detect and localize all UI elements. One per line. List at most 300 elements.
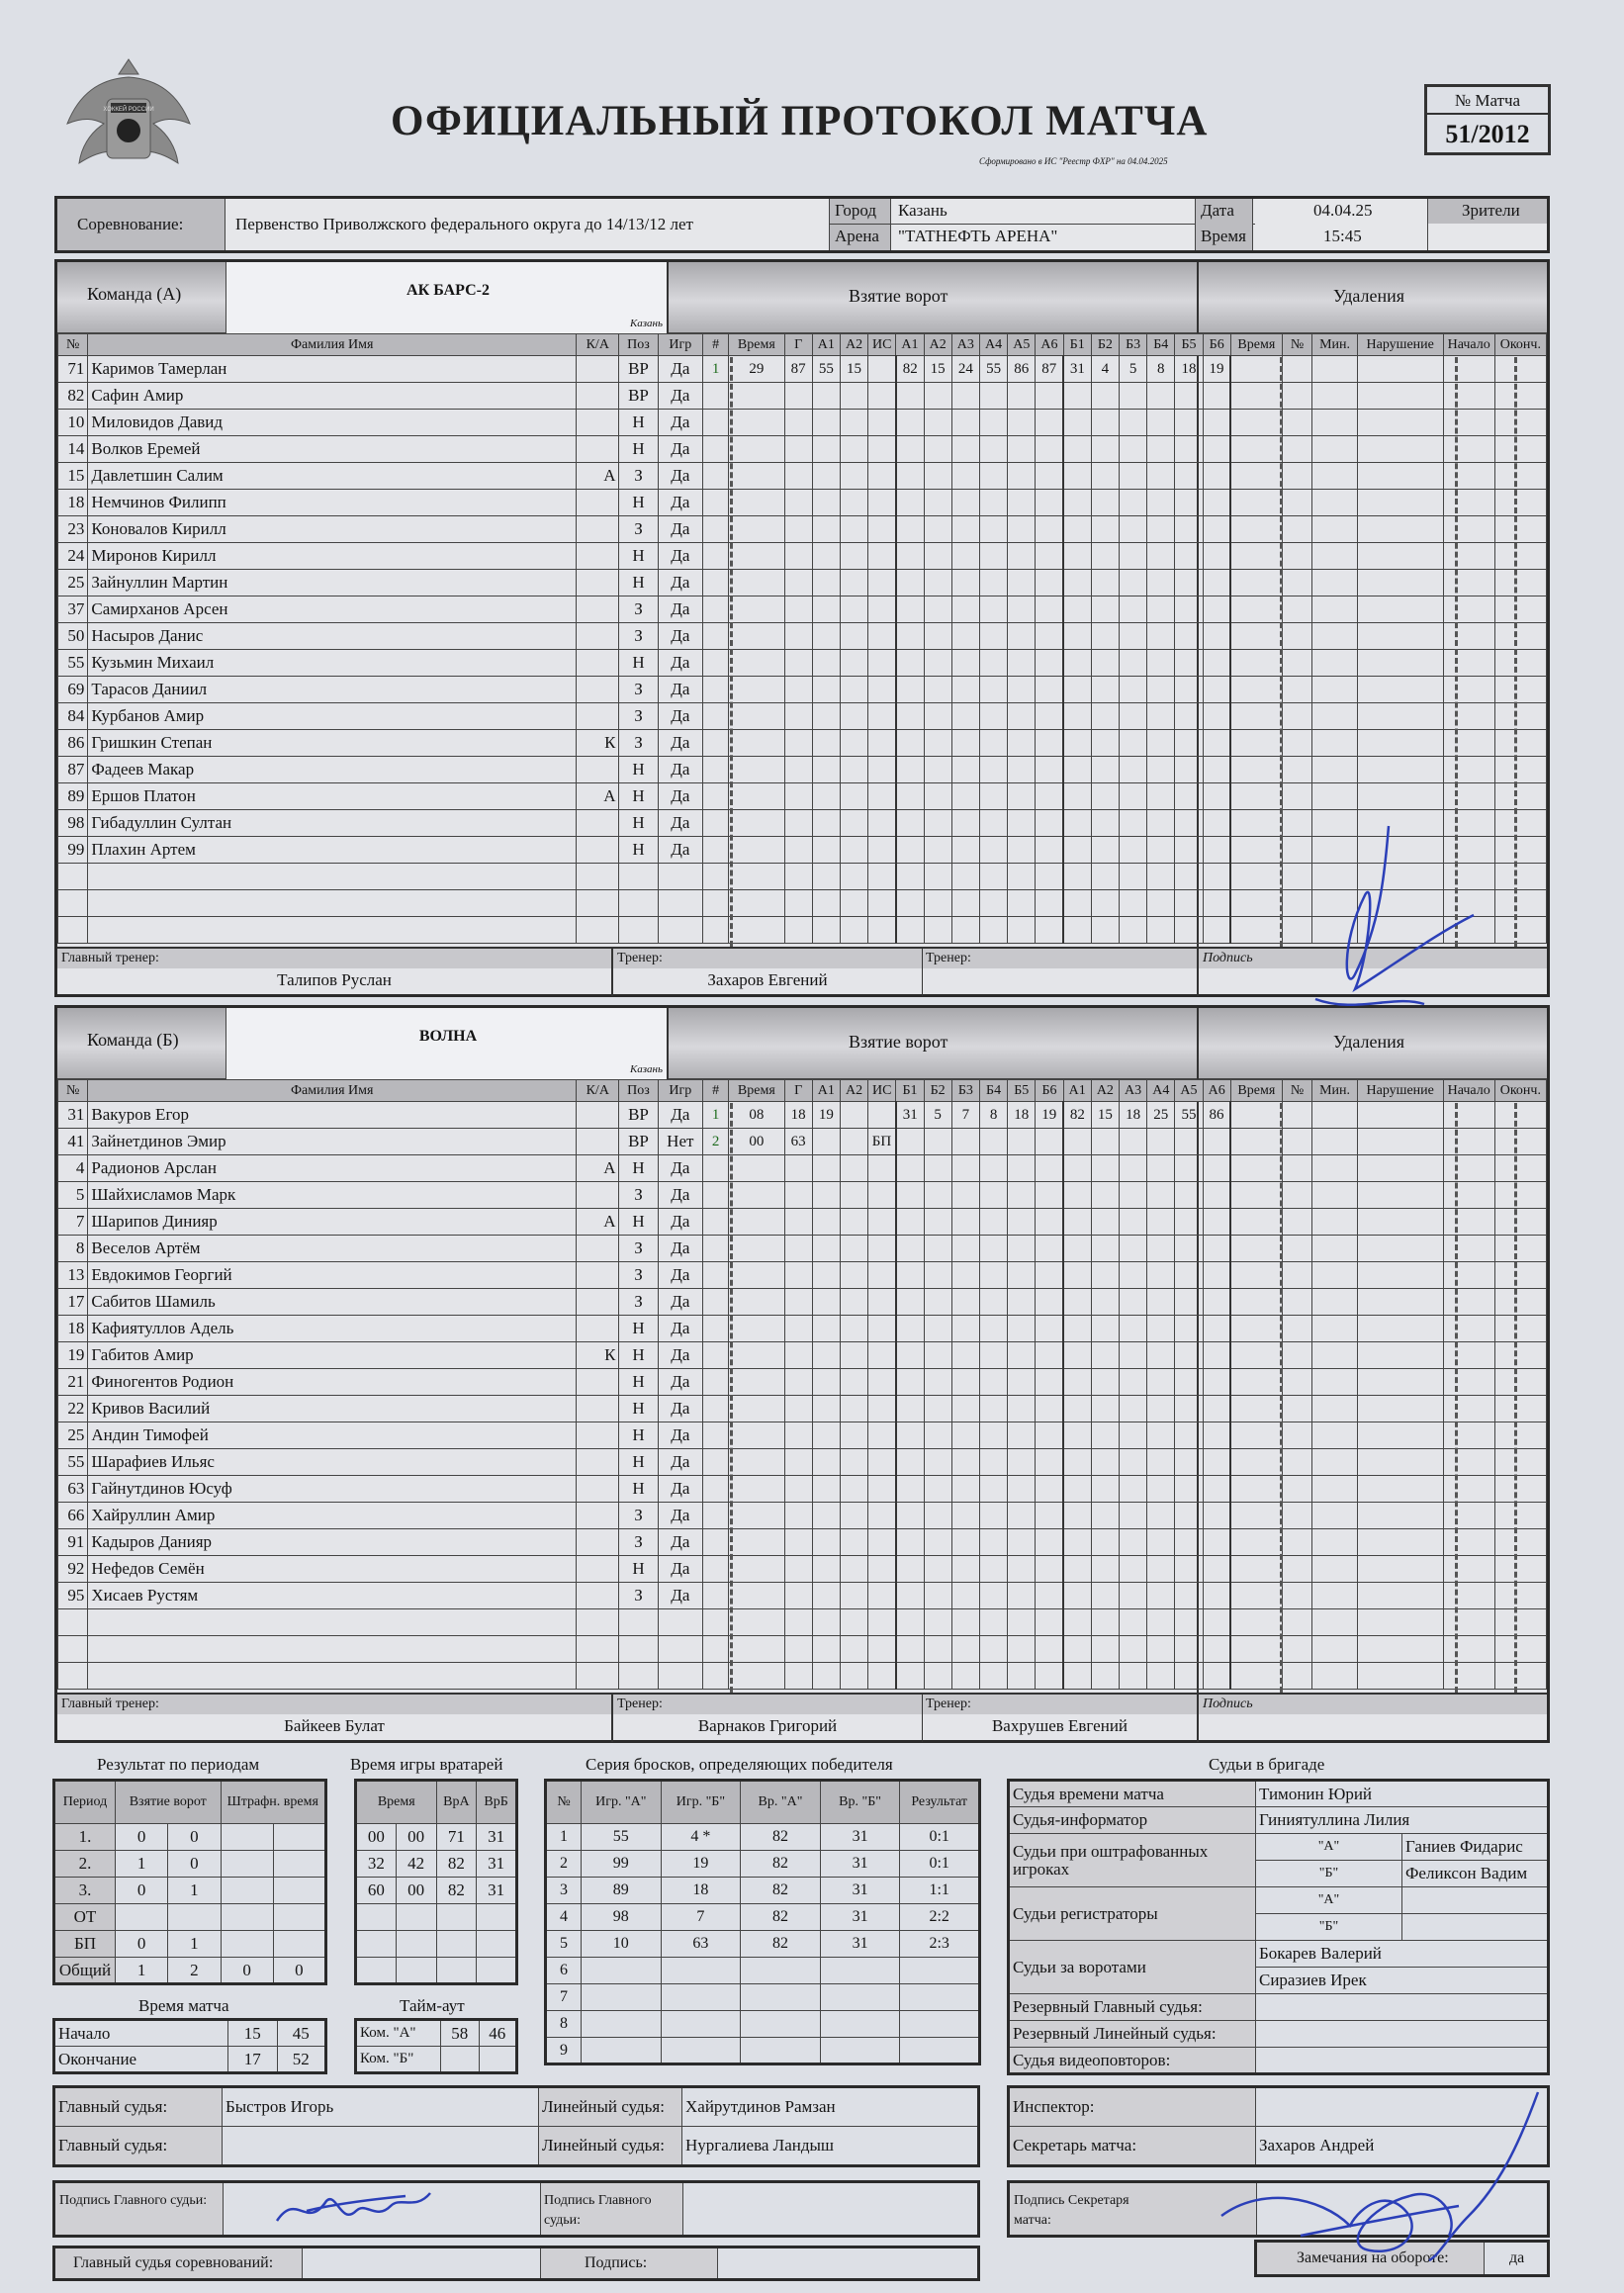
goal-cell [924, 1396, 951, 1422]
goal-cell [924, 1342, 951, 1369]
goal-cell: 55 [812, 356, 840, 383]
player-pos: З [619, 703, 658, 730]
penalty-cell [1357, 1316, 1443, 1342]
goal-cell [979, 1556, 1007, 1583]
goal-cell [729, 1663, 784, 1690]
col-header: Г [784, 334, 812, 356]
penalty-cell [1282, 1155, 1311, 1182]
goal-cell [729, 890, 784, 917]
penalty-cell [1230, 516, 1282, 543]
goal-cell [868, 570, 896, 596]
player-pos: Н [619, 837, 658, 864]
penalty-cell [1230, 917, 1282, 944]
player-no: 25 [58, 1422, 88, 1449]
goal-cell [896, 516, 924, 543]
goal-cell [951, 810, 979, 837]
match-number-box [1424, 84, 1551, 155]
goal-cell [1063, 783, 1091, 810]
player-pos: Н [619, 543, 658, 570]
timeout-a-label: Ком. "А" [356, 2020, 441, 2047]
goal-cell [729, 1155, 784, 1182]
goal-cell [1063, 1476, 1091, 1503]
goal-cell [868, 1342, 896, 1369]
period-cell: ОТ [54, 1904, 116, 1931]
goal-cell [979, 810, 1007, 837]
goal-cell [979, 1503, 1007, 1529]
player-no: 24 [58, 543, 88, 570]
col-header: Штрафн. время [221, 1781, 326, 1824]
player-play [658, 890, 703, 917]
player-no: 50 [58, 623, 88, 650]
goal-cell [1203, 890, 1230, 917]
player-ka [577, 1476, 619, 1503]
shootout-cell: 10 [582, 1931, 662, 1958]
goal-cell [1063, 1663, 1091, 1690]
timeout-title: Тайм-аут [400, 1996, 465, 2015]
goal-cell [729, 623, 784, 650]
goal-cell [812, 1529, 840, 1556]
player-name: Радионов Арслан [88, 1155, 577, 1182]
goal-cell [1008, 837, 1036, 864]
goal-cell [840, 1342, 867, 1369]
penalty-cell [1443, 1182, 1494, 1209]
main-ref-2 [223, 2127, 539, 2166]
penalty-cell [1282, 1236, 1311, 1262]
penalty-cell [1494, 1102, 1546, 1129]
ref-reserve-line [1256, 2021, 1549, 2048]
goal-cell [1008, 1556, 1036, 1583]
goal-cell [951, 1556, 979, 1583]
goal-cell [979, 463, 1007, 490]
player-ka [577, 1503, 619, 1529]
goal-cell [1008, 383, 1036, 410]
goal-cell [979, 1396, 1007, 1422]
player-name: Сабитов Шамиль [88, 1289, 577, 1316]
goal-cell [1147, 596, 1175, 623]
player-play: Да [658, 543, 703, 570]
chief-referee-box [52, 2246, 980, 2281]
chief-sign-label: Подпись: [585, 2254, 648, 2271]
goal-cell [951, 383, 979, 410]
goal-cell [1036, 570, 1063, 596]
penalty-cell [1230, 730, 1282, 757]
goal-cell [729, 757, 784, 783]
goal-cell: 19 [1036, 1102, 1063, 1129]
goal-cell [812, 810, 840, 837]
goal-cell [868, 1422, 896, 1449]
penalty-cell [1494, 757, 1546, 783]
penalty-cell [1494, 677, 1546, 703]
penalty-cell [1230, 1476, 1282, 1503]
goal-cell [896, 1369, 924, 1396]
goal-cell [896, 677, 924, 703]
match-time-table [52, 2018, 327, 2074]
goal-cell [951, 1289, 979, 1316]
penalty-cell [1494, 730, 1546, 757]
goal-cell [840, 730, 867, 757]
team_b-frame [54, 1005, 1550, 1743]
goal-cell [1063, 1129, 1091, 1155]
penalty-cell [1282, 1476, 1311, 1503]
table-row [58, 1209, 1547, 1236]
goal-cell [868, 1102, 896, 1129]
player-name: Зайнетдинов Эмир [88, 1129, 577, 1155]
player-pos: Н [619, 1316, 658, 1342]
penalty-cell [1443, 677, 1494, 703]
goalie-cell: 32 [356, 1851, 397, 1878]
penalty-cell [1443, 1236, 1494, 1262]
goal-cell [1147, 703, 1175, 730]
goal-cell [1203, 757, 1230, 783]
goal-cell [1036, 1182, 1063, 1209]
goal-cell [1036, 1155, 1063, 1182]
goal-cell [703, 516, 729, 543]
team_a-city: Казань [629, 318, 663, 329]
period-cell: 1 [116, 1958, 168, 1984]
player-play: Да [658, 810, 703, 837]
col-header: А3 [951, 334, 979, 356]
player-ka [577, 650, 619, 677]
shootout-cell: 82 [741, 1824, 821, 1851]
player-pos: З [619, 1236, 658, 1262]
goal-cell [1036, 703, 1063, 730]
penalty-cell [1357, 543, 1443, 570]
player-name: Сафин Амир [88, 383, 577, 410]
goal-cell [1203, 1182, 1230, 1209]
penalty-cell [1494, 1369, 1546, 1396]
penalty-cell [1282, 463, 1311, 490]
player-pos: З [619, 596, 658, 623]
ref-pen-a: Ганиев Фидарис [1402, 1834, 1549, 1861]
shootout-cell [741, 2038, 821, 2064]
player-ka [577, 623, 619, 650]
goal-cell [703, 1503, 729, 1529]
penalty-cell [1230, 1422, 1282, 1449]
head-coach: Байкеев Булат [284, 1716, 385, 1735]
main-ref-label-1: Главный судья: [54, 2087, 223, 2127]
chief-label: Главный судья соревнований: [73, 2254, 274, 2271]
goal-cell [1119, 1583, 1146, 1609]
penalty-cell [1282, 1663, 1311, 1690]
player-no: 86 [58, 730, 88, 757]
penalty-cell [1282, 543, 1311, 570]
goal-cell [784, 1209, 812, 1236]
goal-cell [1147, 490, 1175, 516]
match-number-label: № Матча [1427, 87, 1548, 115]
penalty-cell [1494, 1342, 1546, 1369]
sep [1197, 949, 1199, 996]
player-no: 22 [58, 1396, 88, 1422]
goal-cell [924, 1316, 951, 1342]
goal-cell [951, 436, 979, 463]
penalty-cell [1282, 596, 1311, 623]
shootout-cell: 18 [661, 1878, 741, 1904]
goal-cell [840, 677, 867, 703]
goal-cell [896, 1342, 924, 1369]
goal-cell [979, 783, 1007, 810]
goal-cell [812, 730, 840, 757]
goal-cell [1008, 1529, 1036, 1556]
goal-cell [1091, 783, 1119, 810]
goal-cell [1147, 1422, 1175, 1449]
goal-cell: 19 [812, 1102, 840, 1129]
goal-cell [840, 1422, 867, 1449]
penalty-cell [1443, 1396, 1494, 1422]
penalty-cell [1494, 1289, 1546, 1316]
player-ka: К [577, 1342, 619, 1369]
player-ka [577, 1236, 619, 1262]
player-pos: З [619, 730, 658, 757]
ref-pen-a-tag: "А" [1256, 1834, 1402, 1861]
timeout-a-min: 58 [441, 2020, 480, 2047]
col-header: Б5 [1008, 1080, 1036, 1102]
penalty-cell [1312, 1316, 1358, 1342]
goal-cell [840, 650, 867, 677]
goal-cell [951, 650, 979, 677]
penalty-cell [1494, 1396, 1546, 1422]
goal-cell [729, 1342, 784, 1369]
goal-cell [840, 1369, 867, 1396]
table-row [356, 1851, 517, 1878]
line-ref-label-2: Линейный судья: [539, 2127, 682, 2166]
team_b-pen-title: Удаления [1333, 1032, 1405, 1052]
goal-cell [896, 730, 924, 757]
goalie-cell [477, 1904, 517, 1931]
goal-cell [1119, 383, 1146, 410]
goal-cell [924, 1262, 951, 1289]
col-header: А1 [1063, 1080, 1091, 1102]
goal-cell [1091, 810, 1119, 837]
goal-cell [1147, 1155, 1175, 1182]
penalty-cell [1494, 1422, 1546, 1449]
player-ka [577, 757, 619, 783]
goal-cell [703, 1155, 729, 1182]
penalty-cell [1282, 1182, 1311, 1209]
player-no: 18 [58, 490, 88, 516]
goal-cell [1091, 410, 1119, 436]
match-end-h: 17 [228, 2047, 278, 2073]
player-pos: Н [619, 1342, 658, 1369]
goalie-cell: 82 [436, 1851, 477, 1878]
goal-cell [784, 623, 812, 650]
goal-cell [812, 1209, 840, 1236]
player-play: Да [658, 757, 703, 783]
player-pos: Н [619, 810, 658, 837]
goal-cell [1119, 1556, 1146, 1583]
player-pos: З [619, 623, 658, 650]
shootout-cell: 4 [546, 1904, 582, 1931]
goal-cell [868, 1262, 896, 1289]
coach-a-signature [1286, 816, 1484, 1054]
player-no: 95 [58, 1583, 88, 1609]
period-cell [221, 1931, 273, 1958]
penalty-cell [1494, 703, 1546, 730]
goal-cell [896, 864, 924, 890]
penalty-cell [1312, 1422, 1358, 1449]
player-play: Да [658, 1449, 703, 1476]
table-row [58, 410, 1547, 436]
goal-cell: 82 [1063, 1102, 1091, 1129]
goal-cell [1008, 516, 1036, 543]
shootout-cell: 2:2 [900, 1904, 980, 1931]
penalty-cell [1443, 1583, 1494, 1609]
period-cell [221, 1878, 273, 1904]
goal-cell [1091, 650, 1119, 677]
goal-cell [868, 623, 896, 650]
penalty-cell [1282, 1262, 1311, 1289]
goal-cell [951, 783, 979, 810]
goal-cell [784, 730, 812, 757]
goal-cell [812, 1636, 840, 1663]
goal-cell [1175, 463, 1203, 490]
goal-cell [868, 864, 896, 890]
shootout-table [544, 1779, 981, 2065]
goal-cell [1175, 1422, 1203, 1449]
goal-cell [1119, 623, 1146, 650]
goal-cell [729, 1289, 784, 1316]
player-ka: А [577, 1209, 619, 1236]
penalty-cell [1312, 1102, 1358, 1129]
penalty-cell [1443, 1209, 1494, 1236]
player-ka: К [577, 730, 619, 757]
goal-cell [1203, 543, 1230, 570]
goal-cell [1063, 543, 1091, 570]
player-play: Да [658, 1529, 703, 1556]
goal-cell [924, 1529, 951, 1556]
city-label: Город [835, 201, 876, 220]
match-end-m: 52 [277, 2047, 326, 2073]
player-play [658, 864, 703, 890]
table-row [546, 1878, 980, 1904]
goal-cell [979, 1342, 1007, 1369]
col-header: А2 [840, 334, 867, 356]
sep [1197, 1695, 1199, 1742]
table-row [356, 1904, 517, 1931]
player-pos: Н [619, 490, 658, 516]
goal-cell [812, 1449, 840, 1476]
goal-cell [1063, 917, 1091, 944]
goal-cell [951, 1342, 979, 1369]
coach2-label: Тренер: [926, 951, 971, 965]
penalty-cell [1312, 1476, 1358, 1503]
shootout-cell: 0:1 [900, 1824, 980, 1851]
line-ref-2: Нургалиева Ландыш [682, 2127, 979, 2166]
player-pos: З [619, 1182, 658, 1209]
penalty-cell [1357, 1663, 1443, 1690]
goal-cell [951, 1583, 979, 1609]
player-no: 82 [58, 383, 88, 410]
arena-label: Арена [835, 227, 879, 245]
penalty-cell [1357, 490, 1443, 516]
goal-cell: 18 [1119, 1102, 1146, 1129]
table-row [54, 1904, 326, 1931]
line-ref-1: Хайрутдинов Рамзан [682, 2087, 979, 2127]
goal-cell [812, 650, 840, 677]
goal-cell [924, 383, 951, 410]
goal-cell [1091, 543, 1119, 570]
penalty-cell [1357, 383, 1443, 410]
goal-cell [1091, 1369, 1119, 1396]
player-no: 84 [58, 703, 88, 730]
goal-cell [840, 837, 867, 864]
goal-cell [840, 1663, 867, 1690]
goal-cell [896, 383, 924, 410]
penalty-cell [1282, 1396, 1311, 1422]
goal-cell [896, 1449, 924, 1476]
penalty-cell [1494, 650, 1546, 677]
goal-cell [979, 543, 1007, 570]
goal-cell [1008, 1289, 1036, 1316]
goal-cell: 25 [1147, 1102, 1175, 1129]
goal-cell [1036, 783, 1063, 810]
period-cell: БП [54, 1931, 116, 1958]
goal-cell [951, 1209, 979, 1236]
date: 04.04.25 [1313, 201, 1373, 220]
player-ka [577, 677, 619, 703]
goal-cell [812, 1583, 840, 1609]
player-pos [619, 1663, 658, 1690]
penalty-cell [1357, 410, 1443, 436]
player-play: Да [658, 570, 703, 596]
referees-table [1007, 1779, 1550, 2075]
player-name: Финогентов Родион [88, 1369, 577, 1396]
goal-cell [840, 463, 867, 490]
player-play: Да [658, 410, 703, 436]
penalty-cell [1282, 1342, 1311, 1369]
goal-cell [1119, 410, 1146, 436]
table-row [58, 1369, 1547, 1396]
goal-cell [1008, 1129, 1036, 1155]
penalty-cell [1230, 596, 1282, 623]
goal-cell [812, 1236, 840, 1262]
goal-cell [1119, 1422, 1146, 1449]
goal-cell [1063, 1155, 1091, 1182]
goal-cell [1175, 1396, 1203, 1422]
player-pos [619, 917, 658, 944]
goal-cell [979, 730, 1007, 757]
goalie-cell [477, 1931, 517, 1958]
goal-cell [1036, 810, 1063, 837]
goal-cell [868, 410, 896, 436]
goal-cell [1008, 1449, 1036, 1476]
penalty-cell [1230, 1529, 1282, 1556]
goal-cell [1063, 1262, 1091, 1289]
goal-cell [1203, 1556, 1230, 1583]
goal-cell [896, 1476, 924, 1503]
goal-cell [951, 1316, 979, 1342]
goal-cell: 4 [1091, 356, 1119, 383]
goal-cell [1036, 1342, 1063, 1369]
player-no [58, 1663, 88, 1690]
penalty-cell [1357, 1529, 1443, 1556]
goal-cell [812, 677, 840, 703]
goal-cell [1147, 837, 1175, 864]
penalty-cell [1443, 623, 1494, 650]
penalty-cell [1230, 1262, 1282, 1289]
goal-cell [979, 490, 1007, 516]
table-row [58, 623, 1547, 650]
goal-cell [1091, 730, 1119, 757]
player-pos: ВР [619, 383, 658, 410]
ref-goal-1: Бокарев Валерий [1256, 1941, 1549, 1968]
table-row [58, 677, 1547, 703]
timeout-b-label: Ком. "Б" [356, 2047, 441, 2073]
goal-cell [1036, 383, 1063, 410]
col-header: Б6 [1036, 1080, 1063, 1102]
goal-cell [868, 1236, 896, 1262]
penalty-cell [1443, 1609, 1494, 1636]
penalty-cell [1443, 1289, 1494, 1316]
